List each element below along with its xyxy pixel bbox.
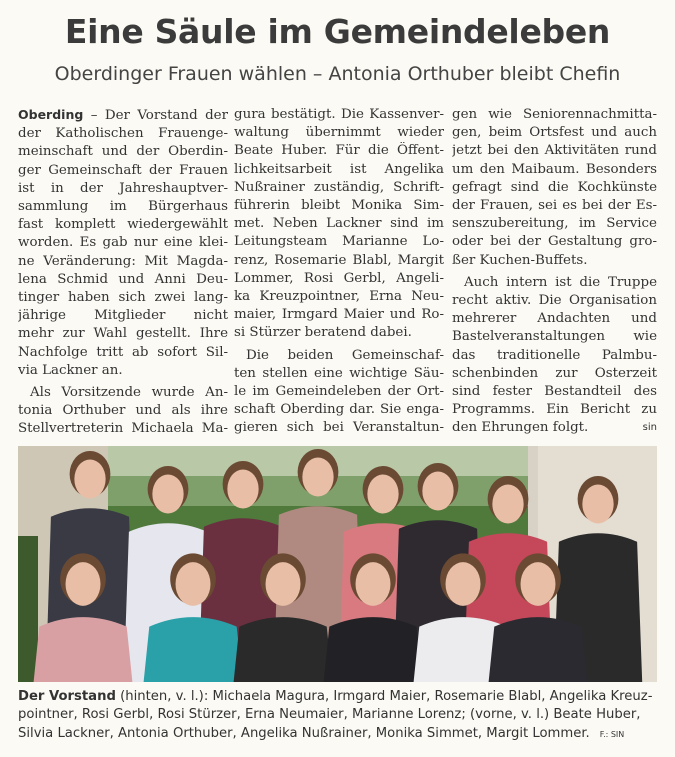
article-line xyxy=(234,347,444,365)
article-line-text: ist in der Jahreshauptver- xyxy=(18,180,228,196)
article-line-text: schaft Oberding dar. Sie enga- xyxy=(234,402,444,418)
article-line-text: Die beiden Gemeinschaf- xyxy=(246,347,444,363)
article-line xyxy=(18,402,228,420)
article-line xyxy=(18,344,228,362)
article-line-text: den Ehrungen folgt. xyxy=(452,420,589,436)
article-line-text: si Stürzer beratend dabei. xyxy=(234,325,412,341)
article-line-text: Nußrainer zuständig, Schrift- xyxy=(234,179,444,195)
article-line-text: le im Gemeindeleben der Ort- xyxy=(234,384,444,400)
article-line xyxy=(234,270,444,288)
article-line-text: ten stellen eine wichtige Säu- xyxy=(234,365,444,381)
article-line-text: Nachfolge tritt ab sofort Sil- xyxy=(18,344,228,360)
article-line-text: Leitungsteam Marianne Lo- xyxy=(234,234,444,250)
article-line xyxy=(18,125,228,143)
article-line-text: gen wie Seniorennachmitta- xyxy=(452,107,657,122)
article-line xyxy=(234,233,444,251)
article-line-text: lena Schmid und Anni Deu- xyxy=(18,271,228,287)
article-line-text: waltung übernimmt wieder xyxy=(234,125,444,141)
article-line xyxy=(452,124,657,142)
article-line-text: gieren sich bei Veranstaltun- xyxy=(234,420,444,436)
article-line xyxy=(234,365,444,383)
article-line-text: fast komplett wiedergewählt xyxy=(18,217,228,233)
article-line xyxy=(452,292,657,310)
article-line xyxy=(18,271,228,289)
article-line xyxy=(234,142,444,160)
article-line-text: der Katholischen Frauenge- xyxy=(18,126,228,142)
article-line xyxy=(234,383,444,401)
article-column-3 xyxy=(452,106,657,442)
article-paragraph xyxy=(234,106,444,343)
article-line xyxy=(18,420,228,438)
article-line-text: der Frauen, sei es bei der Es- xyxy=(452,198,657,214)
article-line-text: um den Maibaum. Besonders xyxy=(452,161,657,177)
article-line xyxy=(234,161,444,179)
article-line xyxy=(452,383,657,401)
article-line-text: jetzt bei den Aktivitäten rund xyxy=(452,143,657,159)
article-line-text: Programms. Ein Bericht zu xyxy=(452,402,657,418)
article-line-text: gura bestätigt. Die Kassenver- xyxy=(234,107,444,122)
article-line xyxy=(452,401,657,419)
article-line xyxy=(234,106,444,124)
article-line-text: tonia Orthuber und als ihre xyxy=(18,403,228,419)
group-photo-image xyxy=(18,446,657,682)
article-line-text: schenbinden zur Osterzeit xyxy=(452,365,657,381)
article-line-text: mehr zur Wahl gestellt. Ihre xyxy=(18,326,228,342)
article-line xyxy=(18,253,228,271)
article-line xyxy=(234,419,444,437)
article-line-text: jährige Mitglieder nicht xyxy=(18,308,228,324)
article-line-text: Auch intern ist die Truppe xyxy=(464,274,657,290)
article-line xyxy=(234,324,444,342)
article-line xyxy=(18,384,228,402)
article-line-text: maier, Irmgard Maier und Ro- xyxy=(234,307,444,323)
article-line xyxy=(234,179,444,197)
article-line xyxy=(452,233,657,251)
article-line xyxy=(18,162,228,180)
article-line-text: sammlung im Bürgerhaus xyxy=(18,199,228,215)
caption-text: (hinten, v. l.): Michaela Magura, Irmgard Maier, Rosemarie Blabl, Angelika Kreuzpointner, Rosi Gerbl, Rosi Stürzer, Erna Neumaier, Marianne Lorenz; (vorne, v. l.) Beate Huber, Silvia Lackner, Antonia Orthuber, Angelika Nußrainer, Monika Simmet, Margit Lommer. xyxy=(18,689,653,741)
headline: Eine Säule im Gemeindeleben xyxy=(64,12,611,51)
article-line xyxy=(234,288,444,306)
article-line xyxy=(452,310,657,328)
article-line-text: oder bei der Gestaltung gro- xyxy=(452,234,657,250)
article-line xyxy=(18,106,228,125)
article-line-text: Stellvertreterin Michaela Ma- xyxy=(18,421,228,437)
article-line-text: worden. Es gab nur eine klei- xyxy=(18,235,228,251)
article-line-text: sind fester Bestandteil des xyxy=(452,384,657,400)
article-line xyxy=(452,106,657,124)
group-photo xyxy=(18,446,657,682)
article-line xyxy=(234,252,444,270)
article-line-text: ßer Kuchen-Buffets. xyxy=(452,252,588,268)
article-line xyxy=(234,401,444,419)
article-line xyxy=(234,124,444,142)
article-line-text: recht aktiv. Die Organisation xyxy=(452,293,657,309)
article-paragraph xyxy=(18,384,228,439)
article-line xyxy=(18,216,228,234)
article-line-text: Beate Huber. Für die Öffent- xyxy=(234,143,444,159)
article-line xyxy=(452,252,657,270)
article-line xyxy=(18,180,228,198)
article-line xyxy=(234,306,444,324)
subheadline: Oberdinger Frauen wählen – Antonia Orthuber bleibt Chefin xyxy=(54,63,621,85)
article-line xyxy=(452,179,657,197)
article-line xyxy=(452,419,657,437)
article-line-text: gen, beim Ortsfest und auch xyxy=(452,125,657,141)
article-column-1 xyxy=(18,106,228,443)
article-line-text: lichkeitsarbeit ist Angelika xyxy=(234,161,444,177)
article-line xyxy=(452,197,657,215)
article-paragraph xyxy=(452,106,657,270)
article-line-text: Lommer, Rosi Gerbl, Angeli- xyxy=(234,270,444,286)
article-line xyxy=(452,142,657,160)
article-line xyxy=(18,143,228,161)
article-line-text: Bastelveranstaltungen wie xyxy=(452,329,657,345)
author-signature: sin xyxy=(642,422,657,434)
dateline: Oberding xyxy=(18,107,91,122)
article-line xyxy=(18,325,228,343)
article-line xyxy=(452,274,657,292)
article-line-text: via Lackner an. xyxy=(18,362,123,378)
article-line xyxy=(18,289,228,307)
article-line xyxy=(234,215,444,233)
article-line-text: meinschaft und der Oberdin- xyxy=(18,144,228,160)
article-line-text: ka Kreuzpointner, Erna Neu- xyxy=(234,289,444,305)
article-line xyxy=(18,234,228,252)
article-line-text: tinger haben sich zwei lang- xyxy=(18,290,228,306)
article-line-text: führerin bleibt Monika Sim- xyxy=(234,198,444,214)
article-line xyxy=(18,198,228,216)
article-line-text: ger Gemeinschaft der Frauen xyxy=(18,162,228,178)
article-line-text: renz, Rosemarie Blabl, Margit xyxy=(234,252,444,268)
article-line xyxy=(452,347,657,365)
article-line xyxy=(452,161,657,179)
article-line xyxy=(452,365,657,383)
article-line-text: ne Veränderung: Mit Magda- xyxy=(18,253,228,269)
article-line-text: gefragt sind die Kochkünste xyxy=(452,179,657,195)
article-line-text: das traditionelle Palmbu- xyxy=(452,347,657,363)
article-paragraph xyxy=(18,106,228,380)
article-line-text: met. Neben Lackner sind im xyxy=(234,216,444,232)
article-line xyxy=(452,328,657,346)
article-line-text: senszubereitung, im Service xyxy=(452,216,657,232)
article-column-2 xyxy=(234,106,444,442)
article-line xyxy=(18,307,228,325)
article-line-text: mehrerer Andachten und xyxy=(452,311,657,327)
article-line xyxy=(18,362,228,380)
article-paragraph xyxy=(234,347,444,438)
article-line xyxy=(234,197,444,215)
article-line-text: – Der Vorstand der xyxy=(90,108,228,123)
article-line-text: Als Vorsitzende wurde An- xyxy=(30,385,228,401)
caption-lead: Der Vorstand xyxy=(18,689,116,704)
photo-caption xyxy=(18,688,658,744)
photo-credit: F.: SIN xyxy=(599,729,625,739)
article-line xyxy=(452,215,657,233)
article-paragraph xyxy=(452,274,657,438)
